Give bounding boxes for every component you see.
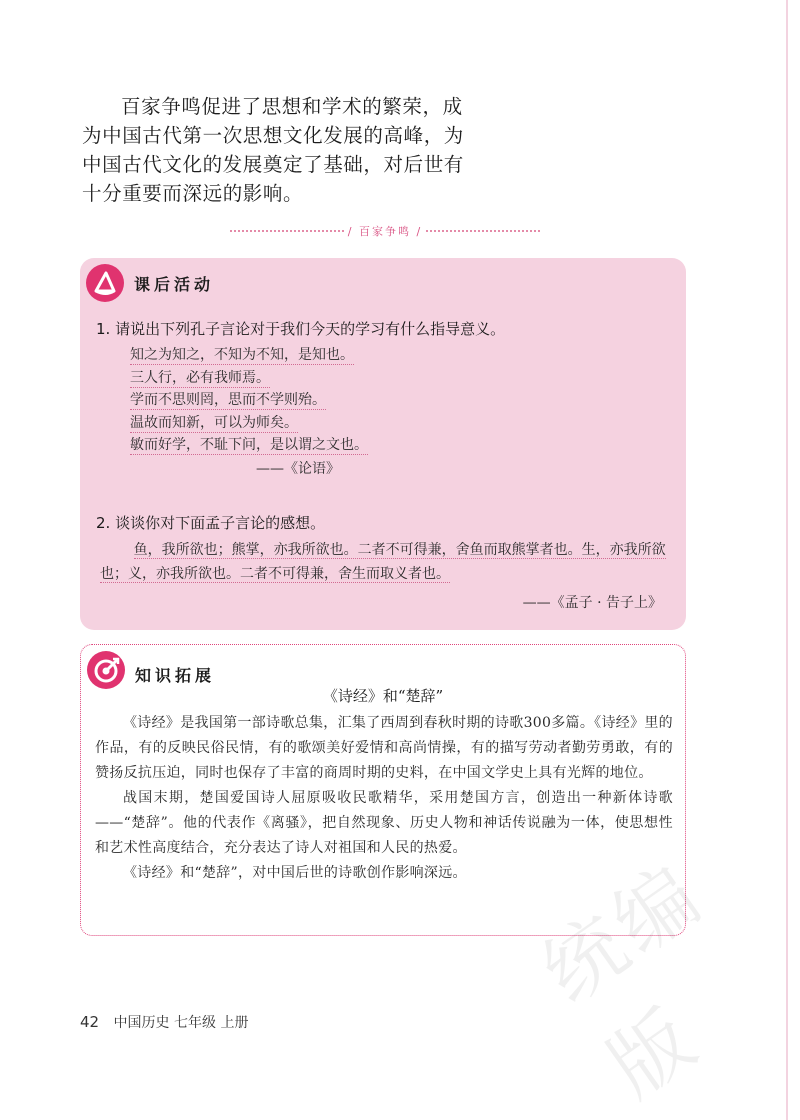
knowledge-box	[80, 644, 686, 936]
activity-icon	[86, 264, 124, 302]
knowledge-subtitle: 《诗经》和“楚辞”	[322, 687, 444, 705]
knowledge-body	[95, 711, 673, 886]
question-2: 2. 谈谈你对下面孟子言论的感想。	[96, 514, 326, 532]
quote-item: 温故而知新，可以为师矣。	[130, 414, 298, 431]
knowledge-paragraph: 战国末期，楚国爱国诗人屈原吸收民歌精华，采用楚国方言，创造出一种新体诗歌——“楚辞”。他的代表作《离骚》，把自然现象、历史人物和神话传说融为一体，使思想性和艺术性高度结合，充分表达了诗人对祖国和人民的热爱。	[95, 790, 673, 856]
section-separator	[230, 222, 540, 240]
page-footer	[80, 1012, 248, 1032]
activity-title: 课后活动	[134, 275, 215, 294]
page-edge-line	[786, 0, 788, 1120]
knowledge-paragraph: 《诗经》和“楚辞”，对中国后世的诗歌创作影响深远。	[123, 865, 467, 881]
separator-label: / 百家争鸣 /	[347, 225, 423, 238]
intro-paragraph: 百家争鸣促进了思想和学术的繁荣，成为中国古代第一次思想文化发展的高峰，为中国古代文化的发展奠定了基础，对后世有十分重要而深远的影响。	[82, 95, 464, 205]
question-1: 1. 请说出下列孔子言论对于我们今天的学习有什么指导意义。	[96, 320, 506, 338]
knowledge-icon	[87, 651, 125, 689]
book-title: 中国历史 七年级 上册	[113, 1015, 249, 1031]
knowledge-paragraph: 《诗经》是我国第一部诗歌总集，汇集了西周到春秋时期的诗歌300多篇。《诗经》里的作品，有的反映民俗民情，有的歌颂美好爱情和高尚情操，有的描写劳动者勤劳勇敢，有的赞扬反抗压迫，同时也保存了丰富的商周时期的史料，在中国文学史上具有光辉的地位。	[95, 715, 673, 781]
source-lunyu: ——《论语》	[256, 461, 340, 477]
quote-item: 敏而好学，不耻下问，是以谓之文也。	[130, 437, 368, 453]
quote-item: 学而不思则罔，思而不学则殆。	[130, 392, 326, 408]
mencius-quote: 鱼，我所欲也；熊掌，亦我所欲也。二者不可得兼，舍鱼而取熊掌者也。生，亦我所欲也；义，亦我所欲也。二者不可得兼，舍生而取义者也。	[100, 542, 666, 582]
page-number: 42	[80, 1013, 100, 1031]
quote-item: 知之为知之，不知为不知，是知也。	[130, 347, 354, 363]
source-mengzi: ——《孟子 · 告子上》	[522, 595, 662, 611]
knowledge-title: 知识拓展	[135, 666, 216, 685]
activity-box	[80, 258, 686, 630]
quote-item: 三人行，必有我师焉。	[130, 369, 270, 386]
confucius-quotes	[130, 344, 368, 457]
watermark: 统编版	[592, 989, 716, 1115]
